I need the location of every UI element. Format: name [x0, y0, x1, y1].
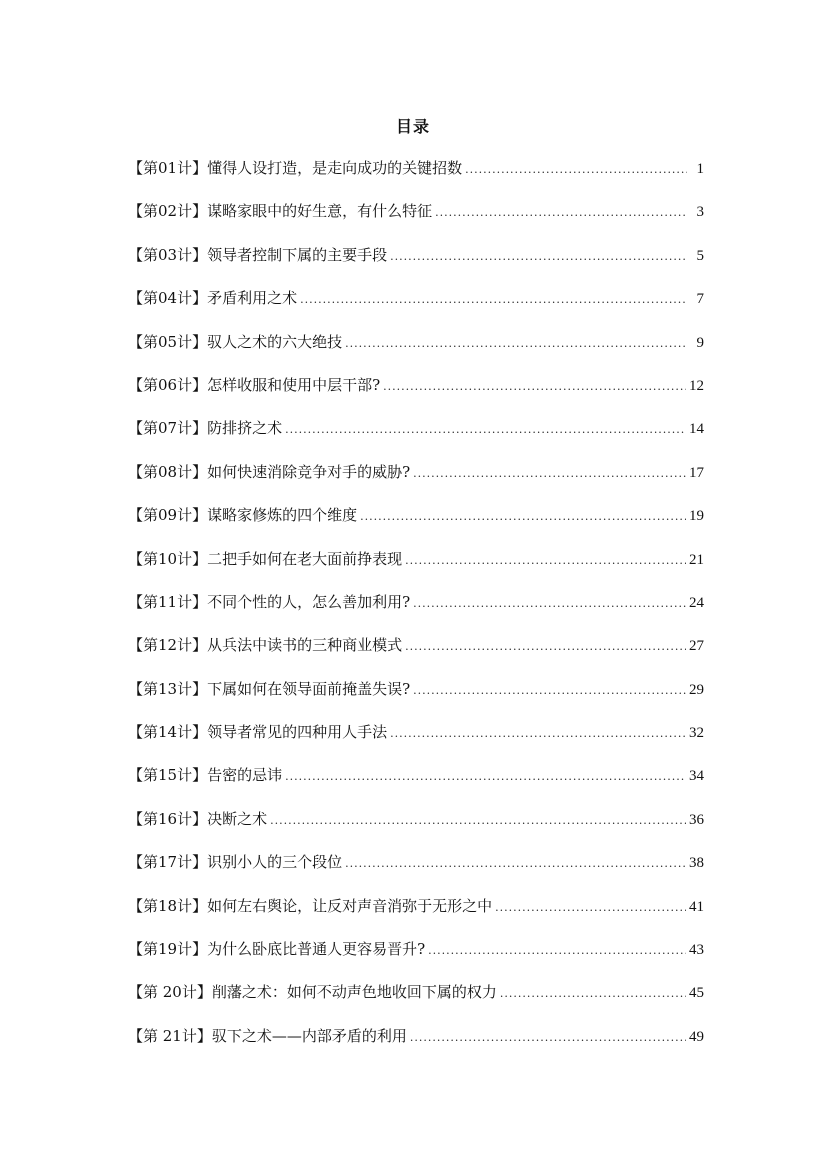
toc-entry-page-number: 19 — [689, 508, 704, 525]
toc-dot-leader — [360, 504, 686, 530]
toc-entry-page-number: 5 — [696, 247, 704, 264]
toc-dot-leader — [413, 461, 686, 487]
toc-dot-leader — [390, 244, 687, 270]
toc-entry-page-number: 45 — [689, 985, 704, 1002]
toc-entry[interactable] — [128, 676, 704, 719]
toc-entry[interactable] — [128, 372, 704, 415]
toc-entry-page-number: 32 — [689, 725, 704, 742]
toc-entry-title: 【第05计】驭人之术的六大绝技 — [128, 332, 343, 351]
toc-entry[interactable] — [128, 762, 704, 805]
toc-entry-page-number: 34 — [689, 768, 704, 785]
toc-dot-leader — [410, 1025, 686, 1051]
toc-dot-leader — [413, 678, 686, 704]
toc-entry-title: 【第09计】谋略家修炼的四个维度 — [128, 506, 358, 525]
toc-entry-page-number: 1 — [696, 161, 704, 177]
toc-entry-page-number: 9 — [696, 334, 704, 351]
toc-dot-leader — [345, 851, 686, 877]
toc-dot-leader — [405, 634, 686, 660]
toc-dot-leader — [465, 157, 687, 183]
toc-entry[interactable] — [128, 546, 704, 589]
toc-dot-leader — [405, 548, 686, 574]
toc-entry[interactable] — [128, 502, 704, 545]
toc-entry-title: 【第18计】如何左右舆论，让反对声音消弥于无形之中 — [128, 896, 493, 915]
toc-dot-leader — [435, 200, 687, 226]
toc-entry-title: 【第15计】告密的忌讳 — [128, 766, 283, 785]
toc-entry-page-number: 7 — [696, 291, 704, 308]
toc-entry-title: 【第14计】领导者常见的四种用人手法 — [128, 723, 388, 742]
toc-entry[interactable] — [128, 849, 704, 892]
toc-entry[interactable] — [128, 155, 704, 198]
toc-entry-page-number: 41 — [689, 898, 704, 915]
toc-entry-page-number: 12 — [689, 377, 704, 394]
toc-dot-leader — [285, 417, 686, 443]
toc-dot-leader — [300, 287, 687, 313]
toc-entry-title: 【第03计】领导者控制下属的主要手段 — [128, 245, 388, 264]
toc-entry-title: 【第08计】如何快速消除竞争对手的威胁? — [128, 462, 411, 481]
toc-entry[interactable] — [128, 893, 704, 936]
toc-title: 目录 — [395, 117, 430, 136]
toc-entry-page-number: 29 — [689, 681, 704, 698]
toc-dot-leader — [345, 331, 687, 357]
toc-entry-title: 【第07计】防排挤之术 — [128, 419, 283, 438]
toc-entry-page-number: 21 — [689, 551, 704, 568]
toc-entry-title: 【第13计】下属如何在领导面前掩盖失误? — [128, 679, 411, 698]
toc-entry-page-number: 3 — [696, 204, 704, 221]
toc-entry-title: 【第 20计】削藩之术：如何不动声色地收回下属的权力 — [128, 983, 497, 1002]
toc-entry[interactable] — [128, 459, 704, 502]
toc-entry[interactable] — [128, 329, 704, 372]
toc-entry-title: 【第06计】怎样收服和使用中层干部? — [128, 375, 381, 394]
toc-list — [128, 155, 704, 1066]
toc-dot-leader — [390, 721, 686, 747]
toc-dot-leader — [383, 374, 686, 400]
toc-entry-title: 【第12计】从兵法中读书的三种商业模式 — [128, 636, 403, 655]
toc-entry[interactable] — [128, 979, 704, 1022]
toc-dot-leader — [500, 981, 686, 1007]
toc-entry-title: 【第02计】谋略家眼中的好生意，有什么特征 — [128, 202, 433, 221]
toc-entry-title: 【第19计】为什么卧底比普通人更容易晋升? — [128, 940, 426, 959]
toc-entry-page-number: 49 — [689, 1028, 704, 1045]
toc-entry[interactable] — [128, 589, 704, 632]
toc-entry[interactable] — [128, 632, 704, 675]
toc-entry-title: 【第 21计】驭下之术——内部矛盾的利用 — [128, 1026, 407, 1045]
toc-entry[interactable] — [128, 719, 704, 762]
toc-entry-title: 【第16计】决断之术 — [128, 809, 268, 828]
toc-entry-page-number: 38 — [689, 855, 704, 872]
toc-dot-leader — [285, 764, 686, 790]
toc-entry-title: 【第04计】矛盾利用之术 — [128, 289, 298, 308]
toc-entry[interactable] — [128, 415, 704, 458]
toc-entry-page-number: 14 — [689, 421, 704, 438]
toc-entry-title: 【第17计】识别小人的三个段位 — [128, 853, 343, 872]
toc-entry-page-number: 43 — [689, 942, 704, 959]
toc-entry[interactable] — [128, 806, 704, 849]
toc-dot-leader — [413, 591, 686, 617]
toc-dot-leader — [270, 808, 686, 834]
toc-dot-leader — [495, 895, 686, 921]
toc-entry[interactable] — [128, 198, 704, 241]
toc-entry-title: 【第10计】二把手如何在老大面前挣表现 — [128, 549, 403, 568]
toc-entry[interactable] — [128, 285, 704, 328]
toc-entry-title: 【第11计】不同个性的人，怎么善加利用? — [128, 592, 411, 611]
toc-entry-page-number: 24 — [689, 594, 704, 611]
toc-entry-page-number: 27 — [689, 638, 704, 655]
toc-entry-title: 【第01计】懂得人设打造，是走向成功的关键招数 — [128, 159, 463, 177]
toc-entry[interactable] — [128, 936, 704, 979]
toc-entry[interactable] — [128, 1023, 704, 1066]
toc-entry-page-number: 36 — [689, 811, 704, 828]
toc-dot-leader — [428, 938, 686, 964]
toc-entry-page-number: 17 — [689, 464, 704, 481]
toc-entry[interactable] — [128, 242, 704, 285]
